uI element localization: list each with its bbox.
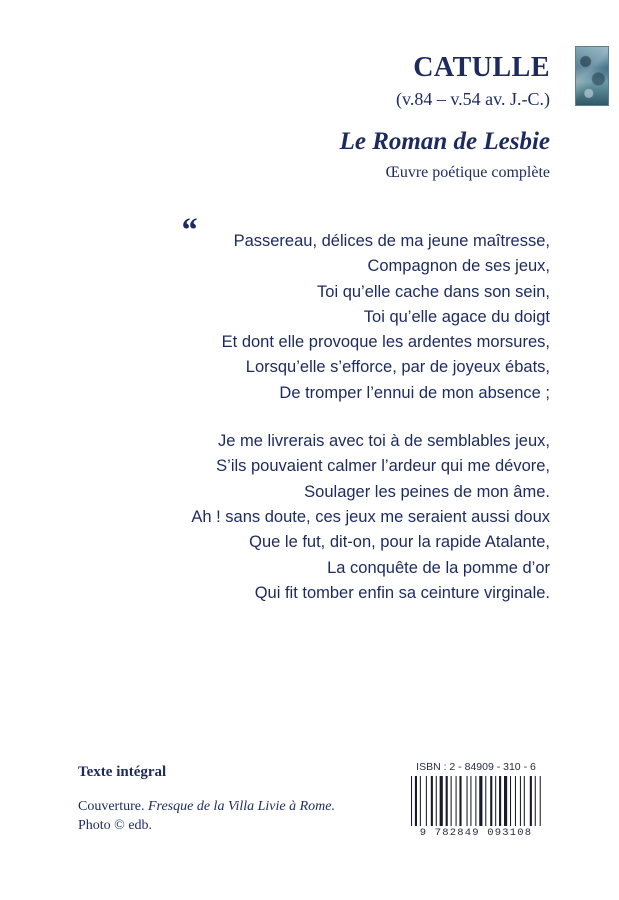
stanza-1 xyxy=(90,229,550,406)
poem-line: Qui fit tomber enfin sa ceinture virginale. xyxy=(254,583,550,602)
isbn-number: ISBN : 2 - 84909 - 310 - 6 xyxy=(416,761,536,773)
poem-line: Lorsqu’elle s’efforce, par de joyeux ébats, xyxy=(245,358,550,377)
poem-line: S’ils pouvaient calmer l’ardeur qui me dévore, xyxy=(216,457,550,476)
poem-line: Ah ! sans doute, ces jeux me seraient aussi doux xyxy=(191,507,550,526)
cover-credit-title: Fresque de la Villa Livie à Rome. xyxy=(147,799,335,814)
stanza-2 xyxy=(90,429,550,606)
poem-line: Compagnon de ses jeux, xyxy=(367,257,550,276)
poem-line: Toi qu’elle cache dans son sein, xyxy=(317,282,550,301)
poem-line: Toi qu’elle agace du doigt xyxy=(363,307,550,326)
barcode-digits: 9 782849 093108 xyxy=(419,827,533,839)
poem-line: Soulager les peines de mon âme. xyxy=(304,482,550,501)
cover-thumbnail-image xyxy=(575,46,609,106)
cover-credit-prefix: Couverture. xyxy=(78,799,145,814)
integral-text-label: Texte intégral xyxy=(78,764,167,780)
cover-credit xyxy=(78,797,335,835)
barcode-image xyxy=(411,776,543,826)
author-name: CATULLE xyxy=(413,52,550,83)
poem-line: Que le fut, dit-on, pour la rapide Atalante, xyxy=(249,533,550,552)
photo-credit: Photo © edb. xyxy=(78,818,153,833)
poem-line: Et dont elle provoque les ardentes morsures, xyxy=(221,333,550,352)
opening-quote-mark: “ xyxy=(180,212,197,249)
poem-excerpt xyxy=(90,229,550,606)
book-subtitle: Œuvre poétique complète xyxy=(385,164,550,181)
poem-line: Passereau, délices de ma jeune maîtresse, xyxy=(233,232,550,250)
poem-line: La conquête de la pomme d’or xyxy=(327,558,550,577)
poem-line: De tromper l’ennui de mon absence ; xyxy=(279,383,550,402)
author-dates: (v.84 – v.54 av. J.-C.) xyxy=(396,89,550,109)
poem-line: Je me livrerais avec toi à de semblables jeux, xyxy=(218,432,550,451)
book-title: Le Roman de Lesbie xyxy=(339,128,550,155)
